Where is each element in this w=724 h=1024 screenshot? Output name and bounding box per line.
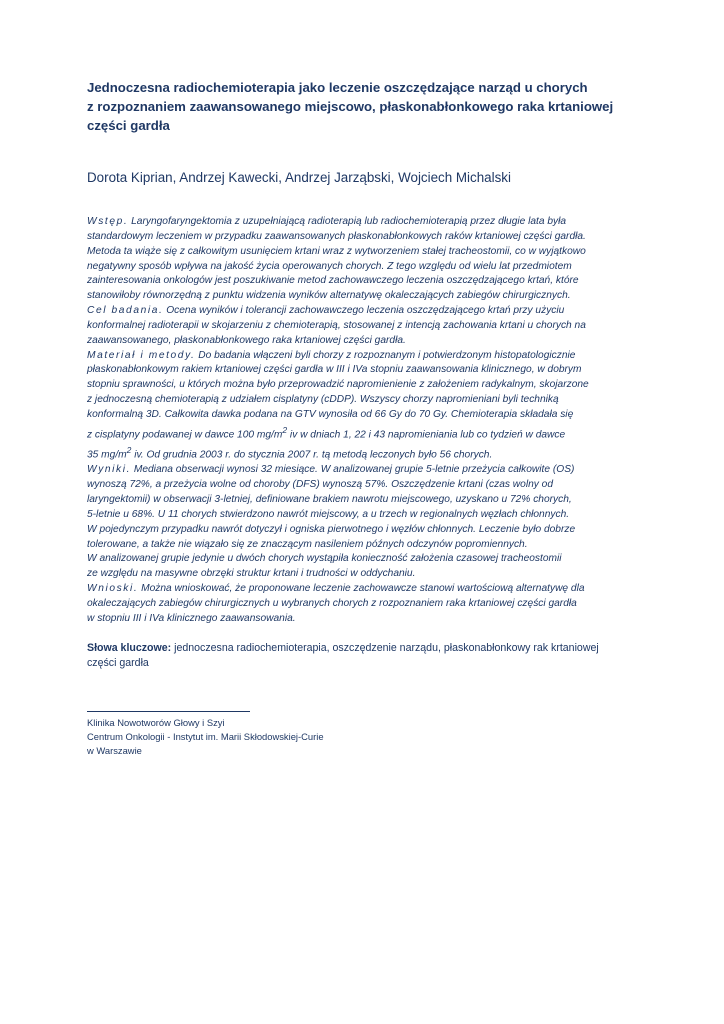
affiliation — [87, 716, 647, 758]
title-line: z rozpoznaniem zaawansowanego miejscowo, płaskonabłonkowego raka krtaniowej — [87, 99, 614, 114]
abstract-line: z cisplatyny podawanej w dawce 100 $mg/m^2$ iv w dniach 1, 22 i 43 napromieniania lub co tydzień w dawce — [87, 424, 566, 441]
affiliation-line: Klinika Nowotworów Głowy i Szyi — [87, 716, 225, 728]
abstract-line: stopniu sprawności, u których można było przeprowadzić napromienienie z założeniem radykalnym, skojarzone — [87, 379, 589, 391]
abstract-line: wynoszą 72%, a przeżycia wolne od choroby (DFS) wynoszą 57%. Oszczędzenie krtani (czas wolny od — [87, 479, 553, 491]
abstract-line: ze względu na masywne obrzęki struktur krtani i trudności w oddychaniu. — [87, 568, 416, 580]
abstract-line: okaleczających zabiegów chirurgicznych u wybranych chorych z rozpoznaniem raka krtaniowej części gardła — [87, 597, 577, 609]
affiliation-line: w Warszawie — [87, 744, 142, 756]
title-line: Jednoczesna radiochemioterapia jako leczenie oszczędzające narząd u chorych — [87, 80, 588, 95]
abstract-line: W analizowanej grupie jedynie u dwóch chorych wystąpiła konieczność założenia czasowej tracheostomii — [87, 553, 562, 565]
section-heading-material: Materiał i metody. — [87, 349, 196, 361]
keywords-label: Słowa kluczowe: — [87, 641, 172, 654]
keywords-text: części gardła — [87, 656, 149, 669]
abstract-line: w stopniu III i IVa klinicznego zaawansowania. — [87, 612, 296, 624]
abstract-line: Wnioski. Można wnioskować, że proponowane leczenie zachowawcze stanowi wartościową alternatywę dla — [87, 583, 585, 595]
abstract-line: Metoda ta wiąże się z całkowitym usunięciem krtani wraz z wytworzeniem stałej tracheostomii, co w wyjątkowo — [87, 245, 586, 257]
abstract-line: 35 $mg/m^2$ iv. Od grudnia 2003 r. do stycznia 2007 r. tą metodą leczonych było 56 chorych. — [87, 445, 493, 461]
title-line: części gardła — [87, 118, 170, 133]
abstract-line: Materiał i metody. Do badania włączeni byli chorzy z rozpoznanym i potwierdzonym histopatologicznie — [87, 349, 576, 361]
abstract-line: tolerowane, a także nie wiązało się ze znaczącym nasileniem późnych odczynów popromiennych. — [87, 538, 528, 550]
footnote-divider — [87, 711, 250, 712]
abstract-line: z jednoczesną chemioterapią z udziałem cisplatyny (cDDP). Wszyscy chorzy napromieniani byli techniką — [87, 394, 559, 406]
abstract-line: płaskonabłonkowym rakiem krtaniowej części gardła w III i IVa stopniu zaawansowania klinicznego, w dobrym — [87, 364, 582, 376]
author-list: Dorota Kiprian, Andrzej Kawecki, Andrzej Jarząbski, Wojciech Michalski — [87, 170, 511, 185]
abstract-line: konformalnej radioterapii w skojarzeniu z chemioterapią, stosowanej z intencją zachowania krtani u chorych na — [87, 319, 586, 331]
affiliation-line: Centrum Onkologii - Instytut im. Marii Skłodowskiej-Curie — [87, 730, 324, 742]
keywords-text: jednoczesna radiochemioterapia, oszczędzenie narządu, płaskonabłonkowy rak krtaniowej — [171, 641, 599, 654]
abstract-line: stanowiłoby równorzędną z punktu widzenia wyników alternatywę okaleczających zabiegów chirurgicznych. — [87, 290, 571, 302]
section-heading-wyniki: Wyniki. — [87, 464, 132, 476]
abstract-line: Cel badania. Ocena wyników i tolerancji zachowawczego leczenia oszczędzającego krtań przy użyciu — [87, 305, 565, 317]
abstract-line: konformalną 3D. Całkowita dawka podana na GTV wynosiła od 66 Gy do 70 Gy. Chemioterapia składała się — [87, 408, 574, 420]
section-heading-wnioski: Wnioski. — [87, 583, 139, 595]
abstract-line: Wyniki. Mediana obserwacji wynosi 32 miesiące. W analizowanej grupie 5-letnie przeżycia całkowite (OS) — [87, 464, 575, 476]
abstract — [87, 215, 647, 627]
abstract-line: laryngektomii) w obserwacji 3-letniej, definiowane brakiem nawrotu miejscowego, uzyskano u 72% chorych, — [87, 493, 572, 505]
keywords — [87, 641, 647, 671]
paper-page — [87, 78, 647, 758]
abstract-line: Wstęp. Laryngofaryngektomia z uzupełniającą radioterapią lub radiochemioterapią przez długie lata była — [87, 216, 567, 227]
section-heading-cel: Cel badania. — [87, 305, 164, 317]
abstract-line: W pojedynczym przypadku nawrót dotyczył i ogniska pierwotnego i węzłów chłonnych. Leczenie było dobrze — [87, 523, 576, 535]
abstract-line: standardowym leczeniem w przypadku zaawansowanych płaskonabłonkowych raków krtaniowej części gardła. — [87, 230, 586, 242]
abstract-line: zainteresowania onkologów jest poszukiwanie metod zachowawczego leczenia oszczędzającego krtań, które — [87, 275, 579, 287]
paper-title — [87, 78, 647, 135]
section-heading-wstep: Wstęp. — [87, 216, 129, 227]
abstract-line: zaawansowanego, płaskonabłonkowego raka krtaniowej części gardła. — [87, 334, 406, 346]
abstract-line: negatywny sposób wpływa na jakość życia operowanych chorych. Z tego względu od wielu lat przedmiotem — [87, 260, 572, 272]
abstract-line: 5-letnie u 68%. U 11 chorych stwierdzono nawrót miejscowy, a u trzech w regionalnych węzłach chłonnych. — [87, 508, 570, 520]
